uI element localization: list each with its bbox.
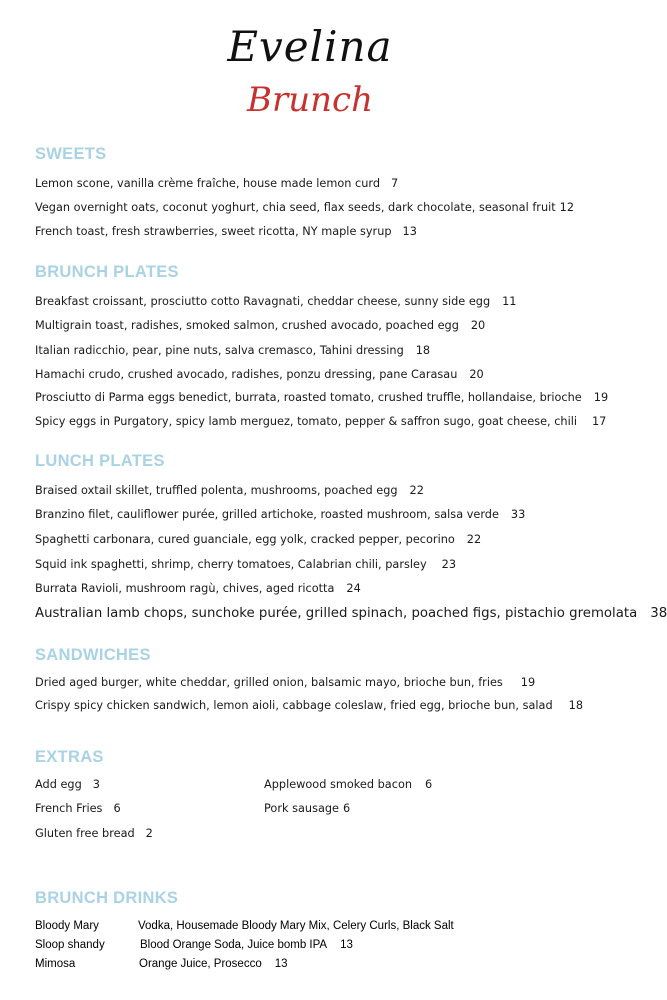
item-text: Vegan overnight oats, coconut yoghurt, chia seed, flax seeds, dark chocolate, seasonal fruit [35,201,556,214]
item-price: 23 [441,558,457,571]
menu-item [35,699,583,712]
item-text: Spicy eggs in Purgatory, spicy lamb merguez, tomato, pepper & saffron sugo, goat cheese, chili [35,415,577,428]
menu-item [264,778,432,791]
drink-name: Mimosa [35,958,76,970]
item-text: Burrata Ravioli, mushroom ragù, chives, aged ricotta [35,582,335,595]
menu-item [35,225,417,238]
item-text: Hamachi crudo, crushed avocado, radishes, ponzu dressing, pane Carasau [35,368,458,381]
menu-item [35,582,361,595]
drink-price: 13 [340,939,353,951]
section-title-sandwiches: SANDWICHES [35,646,151,664]
menu-item [35,827,153,840]
item-price: 18 [415,344,431,357]
drink-item [139,958,288,970]
menu-item [35,344,430,357]
drink-description: Blood Orange Soda, Juice bomb IPA [140,939,328,951]
drink-item [140,939,353,951]
item-price: 18 [568,699,584,712]
item-price: 17 [592,415,607,428]
item-text: French Fries [35,802,103,815]
item-price: 6 [343,802,351,815]
item-price: 22 [466,533,482,546]
menu-item [35,606,667,621]
menu-item [35,201,574,214]
section-title-lunch-plates: LUNCH PLATES [35,452,165,470]
item-text: Branzino filet, cauliflower purée, grilled artichoke, roasted mushroom, salsa verde [35,508,499,521]
item-price: 13 [402,225,417,238]
drink-name: Bloody Mary [35,920,99,932]
item-text: Breakfast croissant, prosciutto cotto Ravagnati, cheddar cheese, sunny side egg [35,295,491,308]
item-price: 22 [409,484,424,497]
item-price: 24 [346,582,361,595]
menu-item [35,368,484,381]
item-price: 6 [113,802,121,815]
menu-item [35,319,485,332]
drink-name: Sloop shandy [35,939,105,951]
item-price: 3 [92,778,100,791]
item-price: 7 [391,177,399,190]
item-text: Lemon scone, vanilla crème fraîche, house made lemon curd [35,177,381,190]
item-text: Braised oxtail skillet, truffled polenta, mushrooms, poached egg [35,484,398,497]
item-price: 2 [145,827,153,840]
item-price: 19 [593,391,609,404]
menu-item [35,508,525,521]
item-price: 20 [469,368,484,381]
item-text: French toast, fresh strawberries, sweet ricotta, NY maple syrup [35,225,392,238]
menu-item [35,533,481,546]
menu-item [35,177,398,190]
item-text: Italian radicchio, pear, pine nuts, salva cremasco, Tahini dressing [35,344,404,357]
item-price: 20 [470,319,486,332]
section-title-brunch-drinks: BRUNCH DRINKS [35,889,179,907]
drink-description: Orange Juice, Prosecco [139,958,262,970]
restaurant-name-logo: Evelina [227,22,393,71]
menu-item [35,415,606,428]
menu-item [35,484,424,497]
item-text: Crispy spicy chicken sandwich, lemon aioli, cabbage coleslaw, fried egg, brioche bun, salad [35,699,553,712]
item-price: 12 [559,201,575,214]
menu-item [35,676,535,689]
menu-item [35,802,121,815]
drink-description: Vodka, Housemade Bloody Mary Mix, Celery Curls, Black Salt [138,920,454,932]
item-text: Add egg [35,778,82,791]
item-price: 6 [425,778,433,791]
section-title-extras: EXTRAS [35,748,104,766]
item-price: 19 [520,676,536,689]
menu-item [35,558,456,571]
menu-item [35,778,100,791]
menu-item [264,802,350,815]
item-text: Spaghetti carbonara, cured guanciale, egg yolk, cracked pepper, pecorino [35,533,455,546]
section-title-brunch-plates: BRUNCH PLATES [35,263,179,281]
item-text: Australian lamb chops, sunchoke purée, grilled spinach, poached figs, pistachio gremolata [35,606,638,621]
item-text: Prosciutto di Parma eggs benedict, burrata, roasted tomato, crushed truffle, hollandaise, brioche [35,391,582,404]
item-text: Pork sausage [264,802,339,815]
item-text: Applewood smoked bacon [264,778,413,791]
item-price: 38 [650,606,667,621]
item-text: Dried aged burger, white cheddar, grilled onion, balsamic mayo, brioche bun, fries [35,676,503,689]
item-text: Multigrain toast, radishes, smoked salmon, crushed avocado, poached egg [35,319,459,332]
item-text: Squid ink spaghetti, shrimp, cherry tomatoes, Calabrian chili, parsley [35,558,427,571]
menu-item [35,391,608,404]
drink-price: 13 [274,958,288,970]
menu-item [35,295,517,308]
item-text: Gluten free bread [35,827,135,840]
section-title-sweets: SWEETS [35,145,107,163]
item-price: 11 [502,295,517,308]
menu-subtitle-logo: Brunch [247,80,373,120]
item-price: 33 [510,508,526,521]
